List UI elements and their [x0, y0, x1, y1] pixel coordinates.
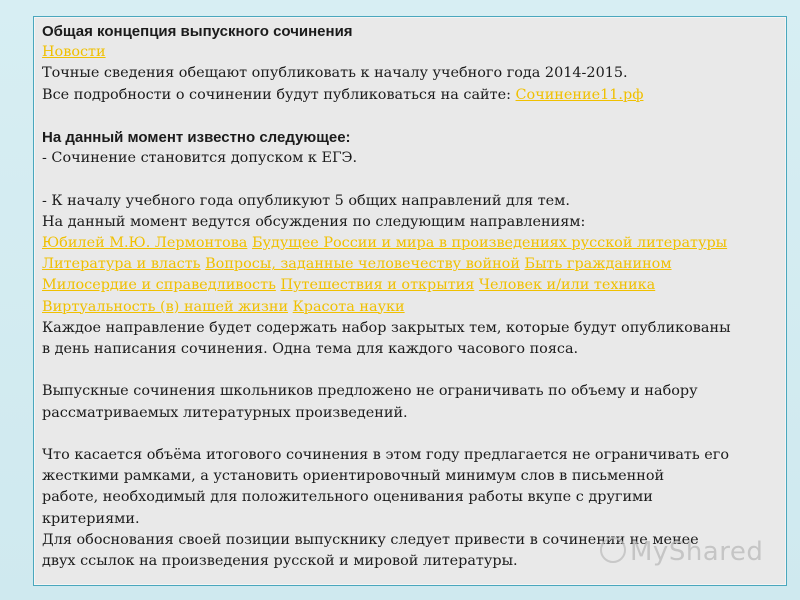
topic-link-travel-discovery[interactable]: Путешествия и открытия [280, 277, 475, 294]
point-1: - Сочинение становится допуском к ЕГЭ. [42, 150, 358, 167]
topic-row [42, 275, 782, 296]
info-line-2 [42, 85, 782, 106]
paragraph-1-line-1: Каждое направление будет содержать набор закрытых тем, которые будут опубликованы [42, 319, 731, 336]
watermark-logo-icon [600, 537, 626, 563]
topic-row [42, 233, 782, 254]
topic-link-mercy-justice[interactable]: Милосердие и справедливость [42, 277, 276, 294]
topic-link-human-technology[interactable]: Человек и/или техника [478, 277, 656, 294]
paragraph-2-line-1: Выпускные сочинения школьников предложено не ограничивать по объему и набору [42, 383, 698, 400]
document-body [42, 21, 782, 572]
watermark [600, 537, 763, 567]
paragraph-1-line-2: в день написания сочинения. Одна тема для каждого часового пояса. [42, 341, 579, 358]
page-title: Общая концепция выпускного сочинения [42, 23, 353, 40]
topic-row [42, 254, 782, 275]
paragraph-4-line-1: Для обоснования своей позиции выпускнику следует привести в сочинении не менее [42, 531, 699, 548]
info-line-2-text: Все подробности о сочинении будут публиковаться на сайте: [42, 86, 516, 103]
topic-link-future-russia[interactable]: Будущее России и мира в произведениях русской литературы [251, 235, 728, 251]
news-link[interactable]: Новости [42, 44, 106, 61]
topic-link-lermontov[interactable]: Юбилей М.Ю. Лермонтова [42, 235, 248, 251]
paragraph-3-line-4: критериями. [42, 510, 140, 527]
discussion-intro: На данный момент ведутся обсуждения по следующим направлениям: [42, 213, 586, 230]
topic-row [42, 297, 782, 318]
topic-link-war-questions[interactable]: Вопросы, заданные человечеству войной [205, 256, 520, 273]
paragraph-3-line-3: работе, необходимый для положительного оценивания работы вкупе с другими [42, 489, 653, 506]
watermark-text: MyShared [630, 537, 764, 567]
point-2: - К началу учебного года опубликуют 5 общих направлений для тем. [42, 192, 570, 209]
known-heading: На данный момент известно следующее: [42, 129, 351, 146]
paragraph-3-line-1: Что касается объёма итогового сочинения в этом году предлагается не ограничивать его [42, 447, 729, 463]
info-line-1: Точные сведения обещают опубликовать к началу учебного года 2014-2015. [42, 65, 628, 82]
topic-link-citizen[interactable]: Быть гражданином [524, 256, 672, 273]
topic-link-beauty-science[interactable]: Красота науки [292, 298, 405, 315]
paragraph-4-line-2: двух ссылок на произведения русской и мировой литературы. [42, 553, 518, 570]
site-link[interactable]: Сочинение11.рф [515, 86, 644, 103]
topic-link-literature-power[interactable]: Литература и власть [42, 256, 201, 273]
topic-link-virtuality[interactable]: Виртуальность (в) нашей жизни [42, 298, 289, 315]
paragraph-3-line-2: жесткими рамками, а установить ориентировочный минимум слов в письменной [42, 468, 665, 485]
paragraph-2-line-2: рассматриваемых литературных произведений. [42, 404, 408, 421]
